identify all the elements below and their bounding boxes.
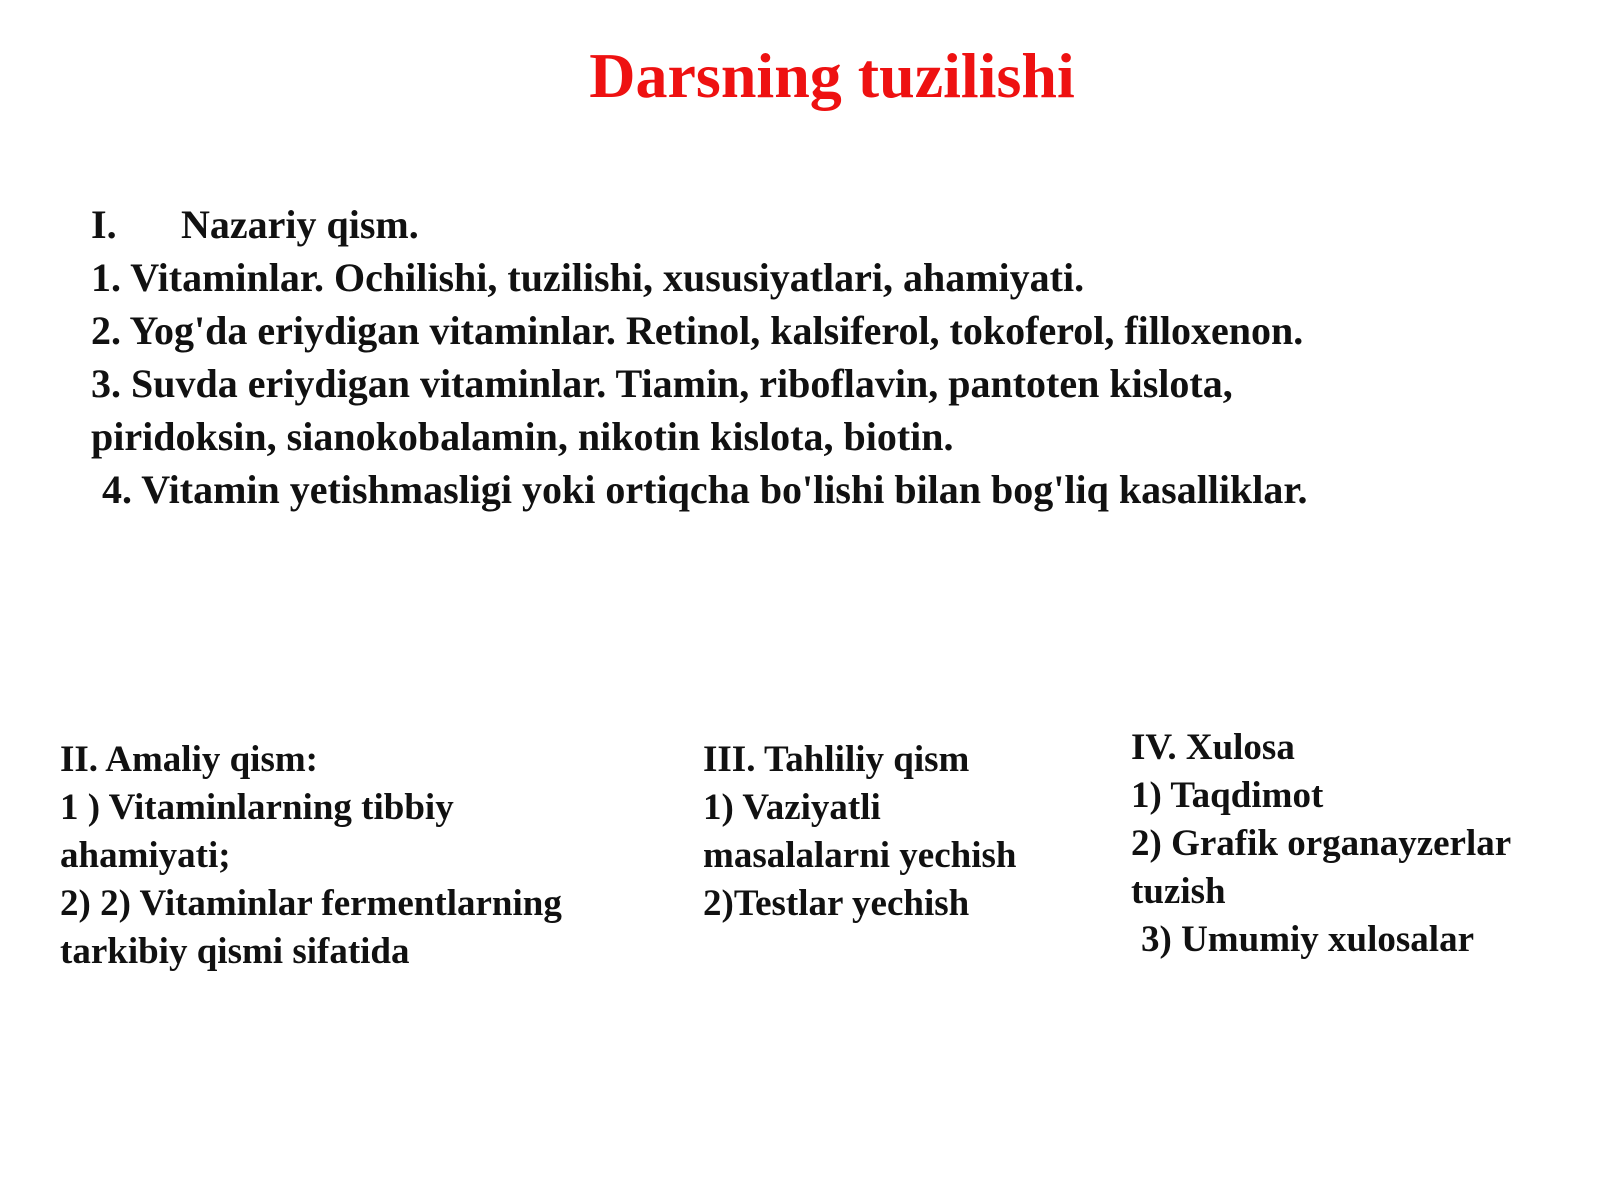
analytic-section	[703, 736, 1123, 928]
slide-title: Darsning tuzilishi	[589, 40, 1075, 111]
summary-line: tuzish	[1131, 871, 1226, 912]
practical-line: 1 ) Vitaminlarning tibbiy	[60, 787, 454, 828]
practical-line: ahamiyati;	[60, 835, 231, 876]
practical-line: 2) 2) Vitaminlar fermentlarning	[60, 883, 562, 924]
analytic-line: masalalarni yechish	[703, 835, 1017, 876]
analytic-line: 2)Testlar yechish	[703, 883, 970, 924]
practical-section	[60, 736, 700, 976]
theory-heading	[91, 198, 1571, 251]
summary-line: 1) Taqdimot	[1131, 775, 1324, 816]
practical-line: tarkibiy qismi sifatida	[60, 931, 410, 972]
theory-item-3-continued: piridoksin, sianokobalamin, nikotin kislota, biotin.	[91, 414, 954, 459]
theory-section	[91, 198, 1571, 516]
theory-heading-numeral: I.	[91, 202, 117, 247]
theory-item-1: 1. Vitaminlar. Ochilishi, tuzilishi, xususiyatlari, ahamiyati.	[91, 255, 1085, 300]
summary-line: 2) Grafik organayzerlar	[1131, 823, 1512, 864]
summary-line: 3) Umumiy xulosalar	[1141, 919, 1474, 960]
analytic-heading: III. Tahliliy qism	[703, 739, 970, 780]
theory-item-4: 4. Vitamin yetishmasligi yoki ortiqcha bo'lishi bilan bog'liq kasalliklar.	[102, 467, 1308, 512]
theory-heading-text: Nazariy qism.	[181, 202, 419, 247]
analytic-line: 1) Vaziyatli	[703, 787, 881, 828]
summary-section	[1131, 724, 1591, 964]
practical-heading: II. Amaliy qism:	[60, 739, 319, 780]
theory-item-3: 3. Suvda eriydigan vitaminlar. Tiamin, riboflavin, pantoten kislota,	[91, 361, 1233, 406]
theory-item-2: 2. Yog'da eriydigan vitaminlar. Retinol, kalsiferol, tokoferol, filloxenon.	[91, 308, 1304, 353]
summary-heading: IV. Xulosa	[1131, 727, 1295, 768]
